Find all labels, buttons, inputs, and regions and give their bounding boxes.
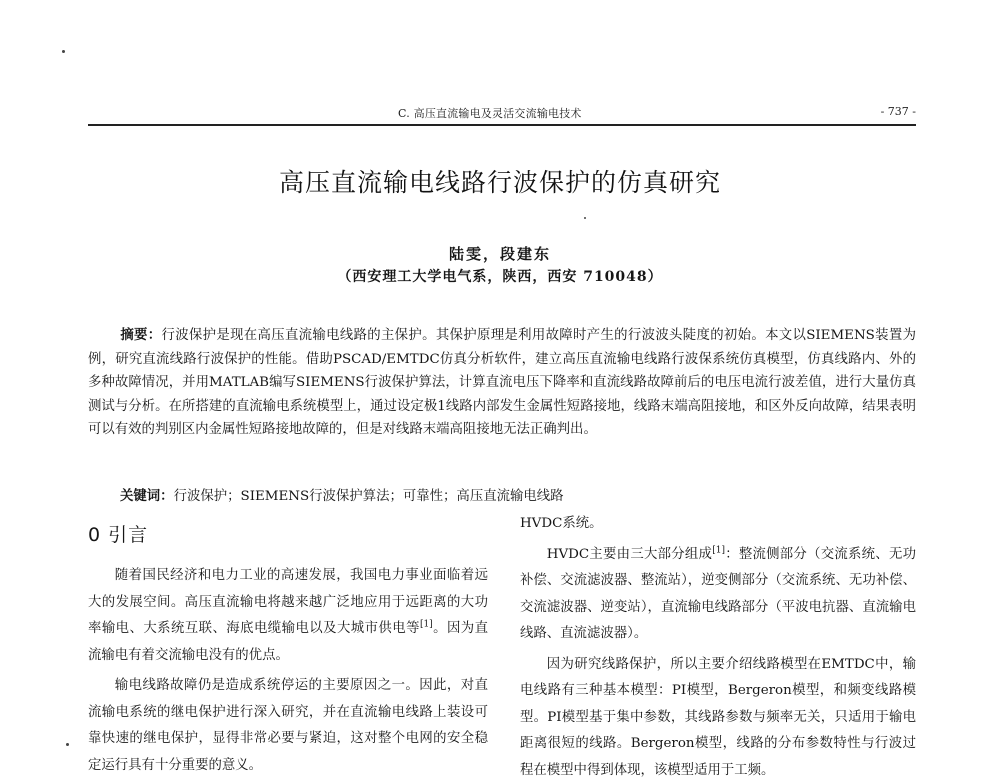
affiliation: （西安理工大学电气系，陕西，西安 710048） — [0, 266, 1000, 286]
keywords-label: 关键词： — [120, 488, 174, 504]
paragraph-text: 随着国民经济和电力工业的高速发展，我国电力事业面临着远大的发展空间。高压直流输电将越来越广泛地应用于远距离的大功率输电、大系统互联、海底电缆输电以及大城市供电等 — [88, 568, 488, 636]
right-column — [520, 511, 916, 784]
scan-speck — [584, 217, 586, 219]
page-number: - 737 - — [881, 105, 916, 118]
citation: [1] — [712, 545, 725, 555]
authors: 陆雯，段建东 — [0, 243, 1000, 264]
citation: [1] — [420, 620, 433, 630]
abstract-text: 行波保护是现在高压直流输电线路的主保护。其保护原理是利用故障时产生的行波波头陡度的初始。本文以SIEMENS装置为例，研究直流线路行波保护的性能。借助PSCAD/EMTDC仿真分析软件，建立高压直流输电线路行波保系统仿真模型，仿真线路内、外的多种故障情况，并用MATLAB编写SIEMENS行波保护算法，计算直流电压下降率和直流线路故障前后的电压电流行波差值，进行大量仿真测试与分析。在所搭建的直流输电系统模型上，通过设定极1线路内部发生金属性短路接地，线路末端高阻接地，和区外反向故障，结果表明可以有效的判别区内金属性短路接地故障的，但是对线路末端高阻接地无法正确判出。 — [88, 328, 916, 437]
running-title: C. 高压直流输电及灵活交流输电技术 — [398, 105, 582, 121]
continuation-text: HVDC系统。 — [520, 511, 916, 538]
paragraph-text: 输电线路故障仍是造成系统停运的主要原因之一。因此，对直流输电系统的继电保护进行深入研究，并在直流输电线路上装设可靠快速的继电保护，显得非常必要与紧迫，这对整个电网的安全稳定运行具有十分重要的意义。 — [88, 678, 488, 773]
paragraph-tail: ：整流侧部分（交流系统、无功补偿、交流滤波器、整流站），逆变侧部分（交流系统、无功补偿、交流滤波器、逆变站），直流输电线路部分（平波电抗器、直流输电线路、直流滤波器）。 — [520, 547, 916, 642]
paragraph-text: 因为研究线路保护，所以主要介绍线路模型在EMTDC中，输电线路有三种基本模型：PI模型，Bergeron模型，和频变线路模型。PI模型基于集中参数，其线路参数与频率无关，只适用于输电距离很短的线路。Bergeron模型，线路的分布参数特性与行波过程在模型中得到体现，该模型适用于工频。 — [520, 657, 916, 778]
paragraph — [88, 673, 488, 779]
paragraph — [520, 542, 916, 648]
scan-speck — [62, 50, 65, 53]
paragraph — [520, 652, 916, 784]
section-heading: 0 引言 — [88, 520, 488, 547]
keywords — [120, 485, 916, 508]
abstract-label: 摘要： — [120, 327, 161, 343]
running-header — [88, 105, 916, 125]
abstract — [88, 324, 916, 442]
paragraph-tail: 。因为直流输电有着交流输电没有的优点。 — [88, 621, 488, 663]
keywords-text: 行波保护；SIEMENS行波保护算法；可靠性；高压直流输电线路 — [174, 489, 564, 504]
paper-title: 高压直流输电线路行波保护的仿真研究 — [0, 163, 1000, 199]
header-rule — [88, 124, 916, 126]
left-column — [88, 520, 488, 779]
paragraph-text: HVDC主要由三大部分组成 — [547, 547, 712, 562]
paragraph — [88, 563, 488, 669]
scan-speck — [66, 743, 69, 746]
